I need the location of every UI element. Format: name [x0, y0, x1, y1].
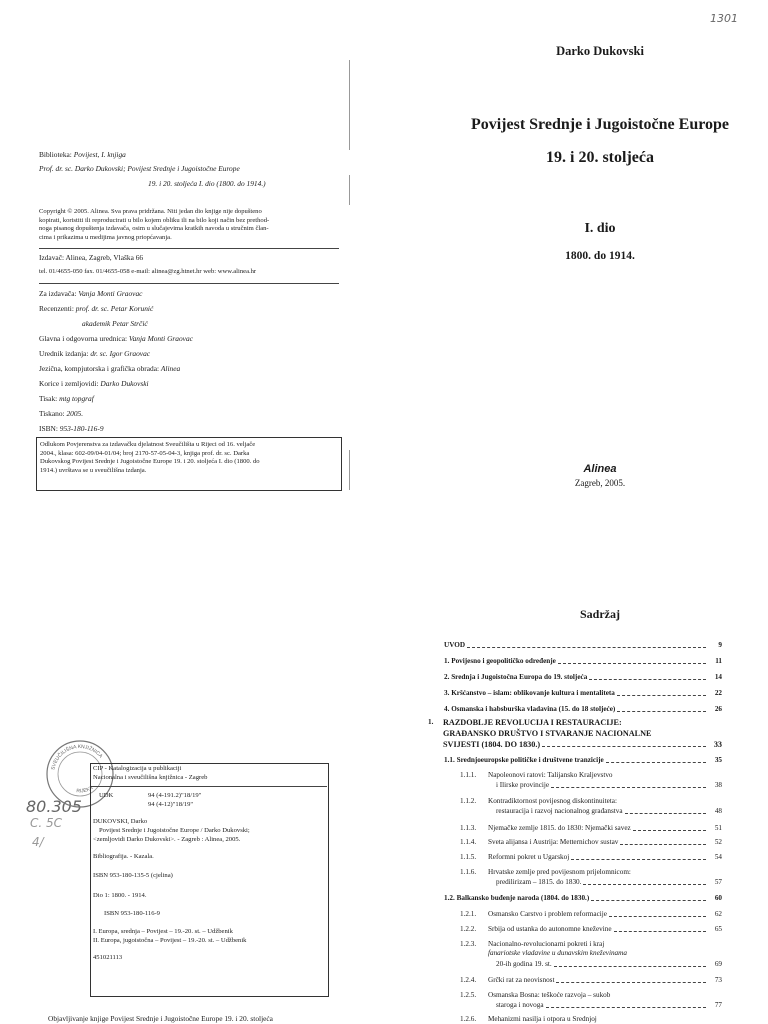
book-period: 1800. do 1914. — [565, 250, 635, 262]
credit-line: Recenzenti: prof. dr. sc. Petar Korunić — [39, 304, 154, 313]
toc-entry: 1.1. Srednjoeuropske političke i društvene tranzicije 35 — [444, 756, 722, 764]
credit-line: Urednik izdanja: dr. sc. Igor Graovac — [39, 349, 151, 358]
credits-list — [39, 289, 339, 439]
credit-line: Korice i zemljovidi: Darko Dukovski — [39, 379, 149, 388]
credit-line: ISBN: 953-180-116-9 — [39, 424, 104, 433]
bottom-note: Objavljivanje knjige Povijest Srednje i Jugoistočne Europe 19. i 20. stoljeća — [48, 1014, 273, 1023]
toc-entry: predilirizam – 1815. do 1830. 57 — [496, 878, 722, 886]
toc-part-title: RAZDOBLJE REVOLUCIJA I RESTAURACIJE: GRAĐANSKO DRUŠTVO I STVARANJE NACIONALNE — [443, 718, 652, 738]
cip-udk-label: UDK — [99, 792, 114, 799]
toc-entry: 1.1.4. Sveta alijansa i Austrija: Metternichov sustav 52 — [460, 838, 722, 846]
toc-part-number: 1. — [428, 718, 434, 726]
toc-heading: Sadržaj — [580, 607, 620, 621]
toc-entry: 1.1.5. Reformni pokret u Ugarskoj 54 — [460, 853, 722, 861]
toc-entry: 1.1.3. Njemačke zemlje 1815. do 1830: Njemački savez 51 — [460, 824, 722, 832]
toc-subnumber: 1.2.5. — [460, 991, 477, 999]
toc-entry: staroga i novoga 77 — [496, 1001, 722, 1009]
toc-entry: 3. Kršćanstvo – islam: oblikovanje kultura i mentaliteta 22 — [444, 689, 722, 697]
credit-line: akademik Petar Strčić — [82, 319, 148, 328]
toc-entry: 1.2.4. Grčki rat za neovisnost 73 — [460, 976, 722, 984]
handwritten-note: 4/ — [32, 835, 44, 849]
toc-entry: UVOD 9 — [444, 641, 722, 649]
cip-bibliography: Bibliografija. - Kazala. — [93, 853, 154, 860]
toc-subnumber: 1.1.2. — [460, 797, 477, 805]
toc-entry: 1.2. Balkansko buđenje naroda (1804. do 1830.) 60 — [444, 894, 722, 902]
book-part: I. dio — [584, 221, 616, 236]
cip-description: Povijest Srednje i Jugoistočne Europe / Darko Dukovski; — [99, 827, 250, 834]
toc-entry: 1.2.1. Osmansko Carstvo i problem reformacije 62 — [460, 910, 722, 918]
toc-entry: SVIJESTI (1804. DO 1830.) 33 — [443, 740, 722, 749]
cip-subject: II. Europa, jugoistočna – Povijest – 19.-20. st. – Udžbenik — [93, 937, 247, 944]
gutter-line — [349, 450, 350, 490]
divider — [91, 786, 327, 787]
toc-subtitle: Napoleonovi ratovi: Talijansko Kraljevstvo — [488, 771, 613, 779]
divider — [39, 283, 339, 284]
toc-entry: 20-ih godina 19. st. 69 — [496, 960, 722, 968]
cip-part: Dio 1: 1800. - 1914. — [93, 892, 147, 899]
stamp-text: RIJEKA — [76, 785, 95, 795]
gutter-line — [349, 60, 350, 150]
handwritten-note: 1301 — [710, 12, 738, 25]
credit-line: Tiskano: 2005. — [39, 409, 84, 418]
approval-box: Odlukom Povjerenstva za izdavačku djelatnost Sveučilišta u Rijeci od 16. veljače 2004., klasa: 602-09/04-01/04; broj 2170-57-05-04-3, knjiga prof. dr. sc. Darka Dukovskog Povijest Srednje i Jugoistočne Europe 19. i 20. stoljeća I. dio (1800. do 1914.) uvrštava se u sveučilišna izdanja. — [36, 437, 342, 491]
stamp-text: SVEUČILIŠNA KNJIŽNICA — [50, 743, 104, 771]
toc-entry: 1.2.2. Srbija od ustanka do autonomne kneževine 65 — [460, 925, 722, 933]
toc-subtitle: Kontradiktornost povijesnog diskontinuiteta: — [488, 797, 617, 805]
imprint-library: Biblioteka: Povijest, I. knjiga — [39, 150, 126, 159]
handwritten-note: 80.305 — [26, 797, 82, 816]
cip-header: CIP - Katalogizacija u publikaciji Nacionalna i sveučilišna knjižnica - Zagreb — [93, 765, 208, 781]
credit-line: Za izdavača: Vanja Monti Graovac — [39, 289, 143, 298]
credit-line: Glavna i odgovorna urednica: Vanja Monti Graovac — [39, 334, 193, 343]
imprint-author-2: 19. i 20. stoljeća I. dio (1800. do 1914.) — [148, 179, 266, 188]
toc-subnumber: 1.2.3. — [460, 940, 477, 948]
toc-subtitle: Nacionalno-revolucionarni pokreti i kraj fanariotske vladavine u dunavskim kneževinama — [488, 940, 627, 957]
toc-subtitle: Hrvatske zemlje pred povijesnom prijelomnicom: — [488, 868, 631, 876]
toc-subnumber: 1.2.6. — [460, 1015, 477, 1023]
cip-udk-value: 94 (4-12)"18/19" — [148, 801, 194, 808]
book-subtitle: 19. i 20. stoljeća — [546, 149, 654, 166]
cip-number: 451021113 — [93, 954, 123, 961]
cip-subject: I. Europa, srednja – Povijest – 19.-20. st. – Udžbenik — [93, 928, 233, 935]
copyright-notice: Copyright © 2005. Alinea. Sva prava pridržana. Niti jedan dio knjige nije dopušteno kopirati, koristiti ili reproducirati u bilo kojem obliku ili na bilo koji način bez prethod- noga pisanog dopuštenja izdavača, osim u slučajevima kratkih navoda u stručnim član- cima i prikazima u medijima javnog priopćavanja. — [39, 208, 270, 241]
imprint-author: Prof. dr. sc. Darko Dukovski; Povijest Srednje i Jugoistočne Europe — [39, 164, 240, 173]
gutter-line — [349, 175, 350, 205]
publisher-line: Izdavač: Alinea, Zagreb, Vlaška 66 — [39, 253, 144, 262]
toc-entry: 1. Povijesno i geopolitičko određenje 11 — [444, 657, 722, 665]
toc-entry: 4. Osmanska i habsburška vladavina (15. do 18 stoljeće) 26 — [444, 705, 722, 713]
publisher-logo: Alinea — [583, 463, 617, 475]
credit-line: Tisak: mtg topgraf — [39, 394, 94, 403]
toc-subnumber: 1.1.1. — [460, 771, 477, 779]
book-title: Povijest Srednje i Jugoistočne Europe — [470, 116, 730, 133]
cip-udk-value: 94 (4-191.2)"18/19" — [148, 792, 202, 799]
place-year: Zagreb, 2005. — [574, 478, 626, 488]
handwritten-note: C. 5C — [30, 816, 63, 830]
author-name: Darko Dukovski — [556, 44, 644, 58]
toc-entry: i Ilirske provincije 38 — [496, 781, 722, 789]
credit-line: Jezična, kompjutorska i grafička obrada: Alinea — [39, 364, 181, 373]
cip-description: <zemljovidi Darko Dukovski>. - Zagreb : Alinea, 2005. — [93, 836, 241, 843]
toc-subnumber: 1.1.6. — [460, 868, 477, 876]
toc-subtitle: Mehanizmi nasilja i otpora u Srednjoj — [488, 1015, 597, 1023]
cip-isbn: ISBN 953-180-116-9 — [104, 910, 160, 917]
divider — [39, 248, 339, 249]
contact-line: tel. 01/4655-050 fax. 01/4655-058 e-mail: alinea@zg.htnet.hr web: www.alinea.hr — [39, 268, 257, 275]
toc-subtitle: Osmanska Bosna: teškoće razvoja – sukob — [488, 991, 611, 999]
toc-entry: restauracija i razvoj nacionalnog građanstva 48 — [496, 807, 722, 815]
toc-entry: 2. Srednja i Jugoistočna Europa do 19. stoljeća 14 — [444, 673, 722, 681]
cip-isbn: ISBN 953-180-135-5 (cjelina) — [93, 872, 173, 879]
cip-author: DUKOVSKI, Darko — [93, 818, 148, 825]
